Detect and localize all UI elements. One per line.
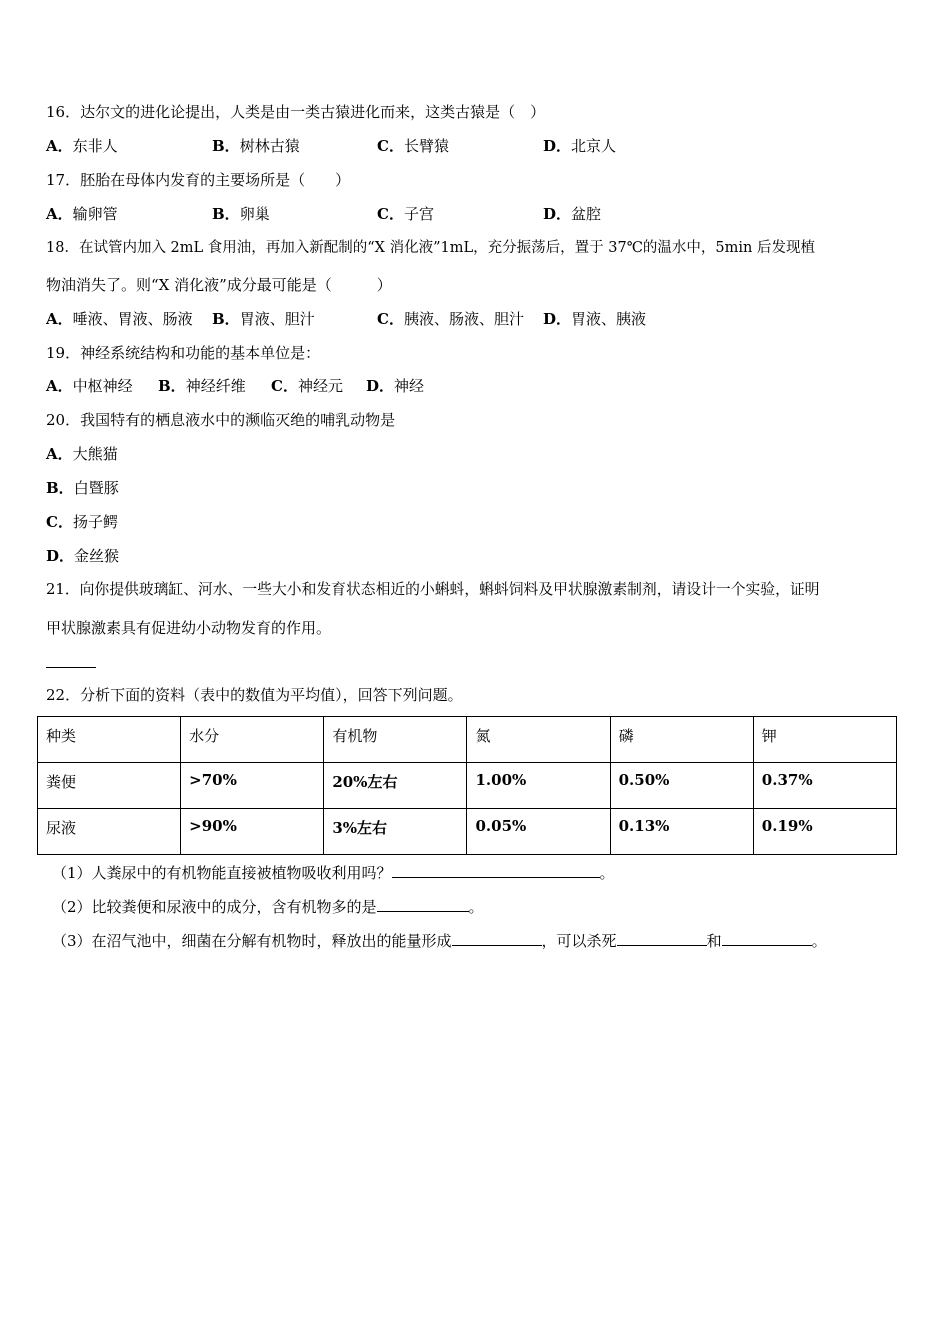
table-cell: 0.50% [610, 763, 753, 809]
q20-option-d: D．金丝猴 [46, 547, 120, 565]
table-cell: 1.00% [467, 763, 610, 809]
q22-data-table [37, 716, 897, 855]
q22-sub3-blank3 [722, 931, 812, 946]
q20-option-c: C．扬子鳄 [46, 513, 118, 531]
q19-option-a: A．中枢神经 [46, 377, 133, 395]
q17-option-b: B．卵巢 [212, 205, 270, 223]
q22-sub3-blank1 [452, 931, 542, 946]
table-header-cell: 磷 [610, 717, 753, 763]
q22-sub2-blank [377, 897, 469, 912]
q21-stem-line1: 21．向你提供玻璃缸、河水、一些大小和发育状态相近的小蝌蚪，蝌蚪饲料及甲状腺激素制剂，请设计一个实验，证明 [46, 581, 820, 598]
table-cell: 0.37% [753, 763, 896, 809]
q20-option-a: A．大熊猫 [46, 445, 118, 463]
table-header-cell: 氮 [467, 717, 610, 763]
q22-sub1-blank [392, 863, 600, 878]
q22-sub1: （1）人粪尿中的有机物能直接被植物吸收利用吗？ 。 [52, 864, 615, 882]
q21-stem-line2: 甲状腺激素具有促进幼小动物发育的作用。 [46, 619, 332, 637]
q18-option-c: C．胰液、肠液、胆汁 [377, 310, 524, 328]
table-header-cell: 水分 [181, 717, 324, 763]
q16-option-b: B．树林古猿 [212, 137, 300, 155]
table-cell: 尿液 [38, 809, 181, 855]
q20-stem: 20．我国特有的栖息液水中的濒临灭绝的哺乳动物是 [46, 411, 396, 429]
q18-option-d: D．胃液、胰液 [543, 310, 647, 328]
q16-option-c: C．长臂猿 [377, 137, 449, 155]
q17-stem: 17．胚胎在母体内发育的主要场所是（ ） [46, 171, 351, 189]
table-cell: 20%左右 [324, 763, 467, 809]
q18-option-a: A．唾液、胃液、肠液 [46, 310, 193, 328]
table-header-cell: 种类 [38, 717, 181, 763]
q20-option-b: B．白暨豚 [46, 479, 119, 497]
table-cell: 0.05% [467, 809, 610, 855]
q18-option-b: B．胃液、胆汁 [212, 310, 315, 328]
table-row [38, 809, 897, 855]
table-cell: 0.19% [753, 809, 896, 855]
q17-option-a: A．输卵管 [46, 205, 118, 223]
table-row [38, 763, 897, 809]
q17-option-c: C．子宫 [377, 205, 434, 223]
q22-stem: 22．分析下面的资料（表中的数值为平均值），回答下列问题。 [46, 686, 463, 704]
q19-option-c: C．神经元 [271, 377, 343, 395]
q18-stem-line2: 物油消失了。则“X 消化液”成分最可能是（ ） [46, 276, 392, 294]
q22-sub2: （2）比较粪便和尿液中的成分，含有机物多的是 。 [52, 898, 484, 916]
q19-stem: 19．神经系统结构和功能的基本单位是： [46, 344, 321, 362]
q19-option-b: B．神经纤维 [158, 377, 246, 395]
table-cell: 0.13% [610, 809, 753, 855]
q18-stem-line1: 18．在试管内加入 2mL 食用油，再加入新配制的“X 消化液”1mL，充分振荡后，置于 37℃的温水中，5min 后发现植 [46, 240, 815, 256]
q22-sub3: （3）在沼气池中，细菌在分解有机物时，释放出的能量形成 ，可以杀死 和 。 [52, 932, 827, 950]
q22-sub3-blank2 [617, 931, 707, 946]
table-cell: >70% [181, 763, 324, 809]
table-header-cell: 钾 [753, 717, 896, 763]
table-cell: >90% [181, 809, 324, 855]
q16-option-d: D．北京人 [543, 137, 617, 155]
q16-stem: 16．达尔文的进化论提出，人类是由一类古猿进化而来，这类古猿是（ ） [46, 103, 546, 121]
q17-option-d: D．盆腔 [543, 205, 602, 223]
table-header-cell: 有机物 [324, 717, 467, 763]
q21-answer-blank [46, 667, 96, 668]
table-cell: 3%左右 [324, 809, 467, 855]
q19-option-d: D．神经 [366, 377, 425, 395]
table-cell: 粪便 [38, 763, 181, 809]
q16-option-a: A．东非人 [46, 137, 118, 155]
table-header-row [38, 717, 897, 763]
